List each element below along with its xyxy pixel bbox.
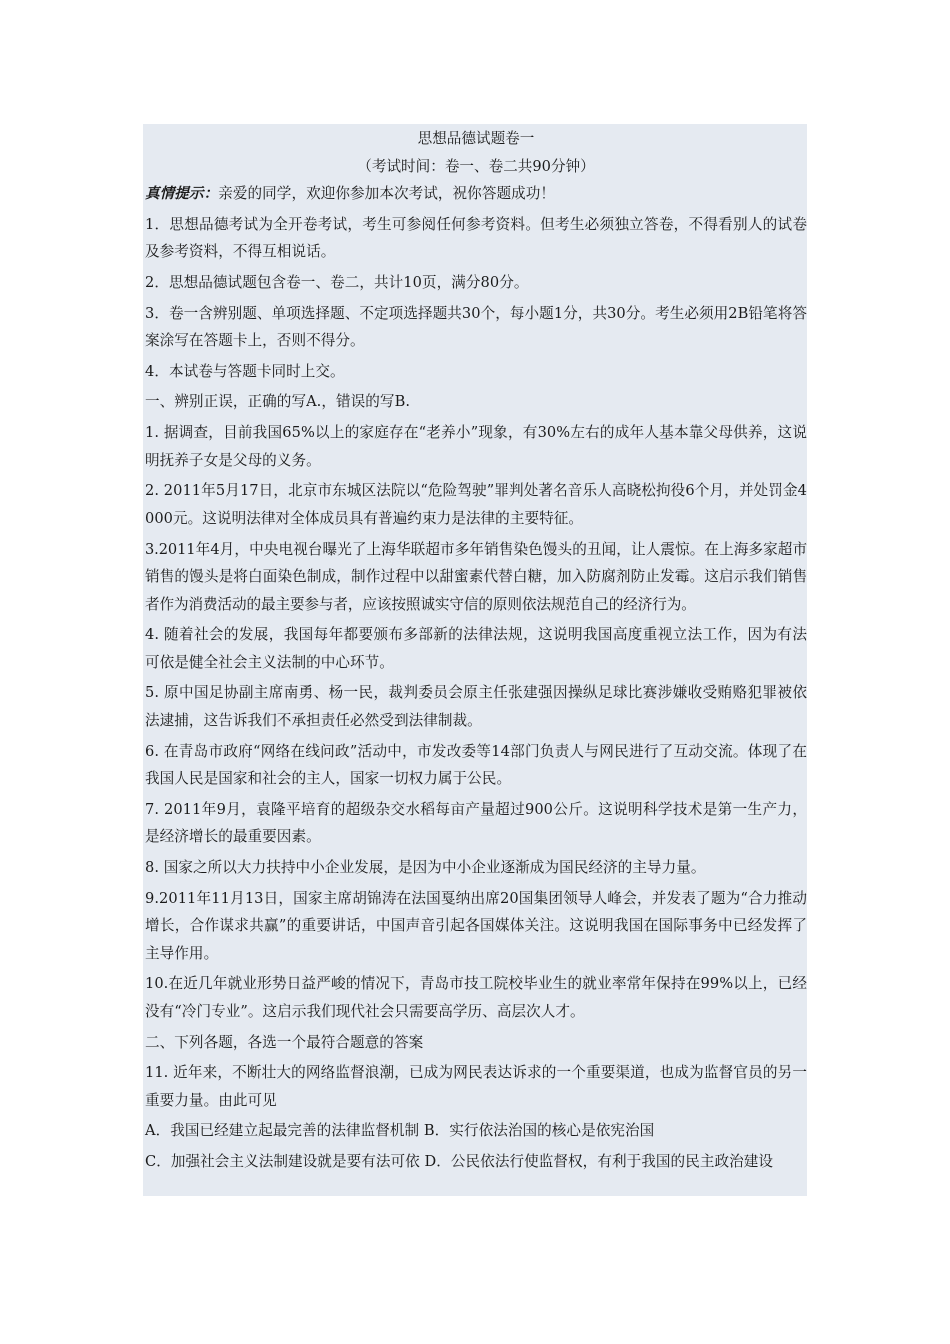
exam-duration: （考试时间：卷一、卷二共90分钟）	[357, 157, 595, 175]
tip-paragraph	[145, 180, 807, 208]
question-9: 9.2011年11月13日，国家主席胡锦涛在法国戛纳出席20国集团领导人峰会，并发表了题为“合力推动增长，合作谋求共赢”的重要讲话，中国声音引起各国媒体关注。这说明我国在国际事务中已经发挥了主导作用。	[145, 889, 807, 962]
question-2: 2. 2011年5月17日，北京市东城区法院以“危险驾驶”罪判处著名音乐人高晓松拘役6个月，并处罚金4000元。这说明法律对全体成员具有普遍约束力是法律的主要特征。	[145, 482, 807, 527]
tip-label: 真情提示：	[145, 185, 219, 202]
question-11-options-cd: C．加强社会主义法制建设就是要有法可依 D．公民依法行使监督权，有利于我国的民主政治建设	[145, 1153, 774, 1171]
tip-text: 亲爱的同学，欢迎你参加本次考试，祝你答题成功！	[218, 185, 556, 202]
question-8: 8. 国家之所以大力扶持中小企业发展，是因为中小企业逐渐成为国民经济的主导力量。	[145, 858, 706, 876]
instruction-3: 3．卷一含辨别题、单项选择题、不定项选择题共30个，每小题1分，共30分。考生必须用2B铅笔将答案涂写在答题卡上，否则不得分。	[145, 304, 807, 350]
question-11-stem: 11. 近年来，不断壮大的网络监督浪潮，已成为网民表达诉求的一个重要渠道，也成为监督官员的另一重要力量。由此可见	[145, 1064, 807, 1109]
instruction-4: 4．本试卷与答题卡同时上交。	[145, 362, 345, 380]
question-11-options-ab: A．我国已经建立起最完善的法律监督机制 B．实行依法治国的核心是依宪治国	[145, 1122, 655, 1140]
question-7: 7. 2011年9月，袁隆平培育的超级杂交水稻每亩产量超过900公斤。这说明科学技术是第一生产力，是经济增长的最重要因素。	[145, 800, 807, 846]
question-6: 6. 在青岛市政府“网络在线问政”活动中，市发改委等14部门负责人与网民进行了互动交流。体现了在我国人民是国家和社会的主人，国家一切权力属于公民。	[145, 742, 807, 788]
exam-title: 思想品德试题卷一	[417, 130, 535, 147]
exam-paper	[143, 124, 807, 1196]
question-3: 3.2011年4月，中央电视台曝光了上海华联超市多年销售染色馒头的丑闻，让人震惊。在上海多家超市销售的馒头是将白面染色制成，制作过程中以甜蜜素代替白糖，加入防腐剂防止发霉。这启示我们销售者作为消费活动的最主要参与者，应该按照诚实守信的原则依法规范自己的经济行为。	[145, 540, 807, 613]
question-5: 5. 原中国足协副主席南勇、杨一民，裁判委员会原主任张建强因操纵足球比赛涉嫌收受贿赂犯罪被依法逮捕，这告诉我们不承担责任必然受到法律制裁。	[145, 684, 807, 729]
section2-heading: 二、下列各题，各选一个最符合题意的答案	[145, 1033, 424, 1051]
instruction-1: 1．思想品德考试为全开卷考试，考生可参阅任何参考资料。但考生必须独立答卷，不得看别人的试卷及参考资料，不得互相说话。	[145, 215, 807, 261]
section1-heading: 一、辨别正误，正确的写A.，错误的写B.	[145, 393, 411, 411]
question-10: 10.在近几年就业形势日益严峻的情况下，青岛市技工院校毕业生的就业率常年保持在99%以上，已经没有“冷门专业”。这启示我们现代社会只需要高学历、高层次人才。	[145, 975, 807, 1020]
question-4: 4. 随着社会的发展，我国每年都要颁布多部新的法律法规，这说明我国高度重视立法工作，因为有法可依是健全社会主义法制的中心环节。	[145, 626, 807, 671]
instruction-2: 2．思想品德试题包含卷一、卷二，共计10页，满分80分。	[145, 273, 529, 291]
question-1: 1. 据调查，目前我国65%以上的家庭存在“老养小”现象，有30%左右的成年人基本靠父母供养，这说明抚养子女是父母的义务。	[145, 424, 807, 469]
